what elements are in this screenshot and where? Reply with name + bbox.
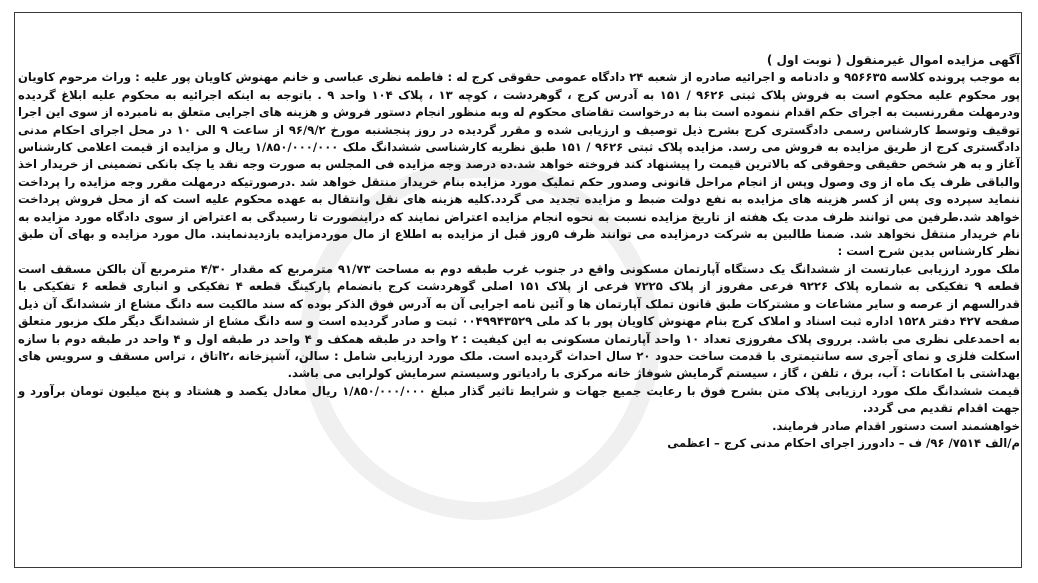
notice-paragraph-2: ملک مورد ارزیابی عبارتست از ششدانگ یک دستگاه آپارتمان مسکونی واقع در جنوب غرب طبقه دوم به مساحت ۹۱/۷۳ مترمربع که مقدار ۴/۳۰ مترمربع آن بالکن مسقف است قطعه ۹ تفکیکی به شماره پلاک ۹۲۲۶ فرعی مفروز از پلاک ۷۲۲۵ فرعی از پلاک ۱۵۱ اصلی گوهردشت کرج بانضمام پارکینگ قطعه ۴ تفکیکی و انباری قطعه ۶ تفکیکی با قدرالسهم از عرصه و سایر مشاعات و مشترکات طبق قانون تملک آپارتمان ها و آئین نامه اجرایی آن به آدرس فوق الذکر بوده که سند مالکیت سه دانگ مشاع از ششدانگ آن ذیل صفحه ۴۲۷ دفتر ۱۵۲۸ اداره ثبت اسناد و املاک کرج بنام مهنوش کاویان پور با کد ملی ۰۰۴۹۹۴۳۵۲۹ ثبت و صادر گردیده است و سه دانگ مشاع از ششدانگ دیگر ملک مزبور متعلق به احمدعلی نظری می باشد. برروی پلاک مفروزی تعداد ۱۰ واحد آپارتمان مسکونی به این کیفیت : ۲ واحد در طبقه همکف و ۴ واحد در طبقه اول و ۴ واحد در طبقه دوم با سازه اسکلت فلزی و نمای آجری سه سانتیمتری با قدمت ساخت حدود ۲۰ سال احداث گردیده است. ملک مورد ارزیابی شامل : سالن، آشپزخانه ،۲اتاق ، تراس مسقف و سرویس های بهداشتی با امکانات : آب، برق ، تلفن ، گاز ، سیستم گرمایش شوفاژ خانه مرکزی با رادیاتور وسیستم سرمایش کولرابی می باشد. [18, 261, 1020, 381]
notice-title: آگهی مزایده اموال غیرمنقول ( نوبت اول ) [766, 53, 1020, 67]
notice-closing: خواهشمند است دستور اقدام صادر فرمایند. [772, 418, 1020, 433]
notice-paragraph-3: قیمت ششدانگ ملک مورد ارزیابی پلاک متن بشرح فوق با رعایت جمیع جهات و شرایط تاثیر گذار مبلغ ۱/۸۵۰/۰۰۰/۰۰۰ ریال معادل یکصد و هشتاد و پنج میلیون تومان برآورد و جهت اقدام تقدیم می گردد. [18, 383, 1020, 416]
notice-paragraph-1: به موجب پرونده کلاسه ۹۵۶۶۳۵ و دادنامه و اجرائیه صادره از شعبه ۲۴ دادگاه عمومی حقوقی کرج له : فاطمه نظری عباسی و خانم مهنوش کاویان پور علیه : وراث مرحوم کاویان پور محکوم علیه محکوم است به فروش پلاک ثبتی ۹۶۲۶ / ۱۵۱ به آدرس کرج ، گوهردشت ، کوچه ۱۳ ، پلاک ۱۰۴ واحد ۹ . باتوجه به اینکه اجرائیه به محکوم علیه ابلاغ گردیده ودرمهلت مقررنسبت به اجرای حکم اقدام ننموده است بنا به درخواست تقاضای محکوم له وبه منظور انجام دستور فروش و هزینه های اجرایی متعلق به نامبرده از سوی این اجرا توقیف وتوسط کارشناس رسمی دادگستری کرج بشرح ذیل توصیف و ارزیابی شده و مقرر گردیده در روز پنجشنبه مورخ ۹۶/۹/۲ از ساعت ۹ الی ۱۰ در محل اجرای احکام مدنی دادگستری کرج از طریق مزایده به فروش می رسد. مزایده پلاک ثبتی ۹۶۲۶ / ۱۵۱ طبق نظریه کارشناسی ششدانگ ملک ۱/۸۵۰/۰۰۰/۰۰۰ ریال و مزایده از قیمت اعلامی کارشناس آغاز و به هر شخص حقیقی وحقوقی که بالاترین قیمت را پیشنهاد کند فروخته خواهد شد.ده درصد وجه مزایده فی المجلس به صورت وجه نقد یا چک بانکی تضمینی از خریدار اخذ والباقی ظرف یک ماه از وی وصول وپس از انجام مراحل قانونی وصدور حکم تملیک مورد مزایده بنام خریدار منتقل خواهد شد .درصورتیکه درمهلت مقرر وجه مزایده را پرداخت ننماید سپرده وی پس از کسر هزینه های مزایده به نفع دولت ضبط و مزایده تجدید می گردد.کلیه هزینه های نقل وانتقال به عهده محکوم علیه است که از محل فروش پرداخت خواهد شد.طرفین می توانند ظرف مدت یک هفته از تاریخ مزایده نسبت به نحوه انجام مزایده اعتراض نمایند که دراینصورت تا رسیدگی به اعتراض از سوی دادگاه مورد مزایده به نام خریدار منتقل نخواهد شد. ضمنا طالبین به شرکت درمزایده می توانند ظرف ۵روز قبل از مزایده به اطلاع از مال موردمزایده بازدیدنمایند. مال مورد مزایده و بهای آن طبق نظر کارشناس بدین شرح است : [18, 70, 1020, 259]
notice-signature: م/الف ۷۵۱۴/ ۹۶/ ف – دادورز اجرای احکام مدنی کرج – اعظمی [667, 435, 1020, 450]
notice-body [18, 52, 1020, 452]
